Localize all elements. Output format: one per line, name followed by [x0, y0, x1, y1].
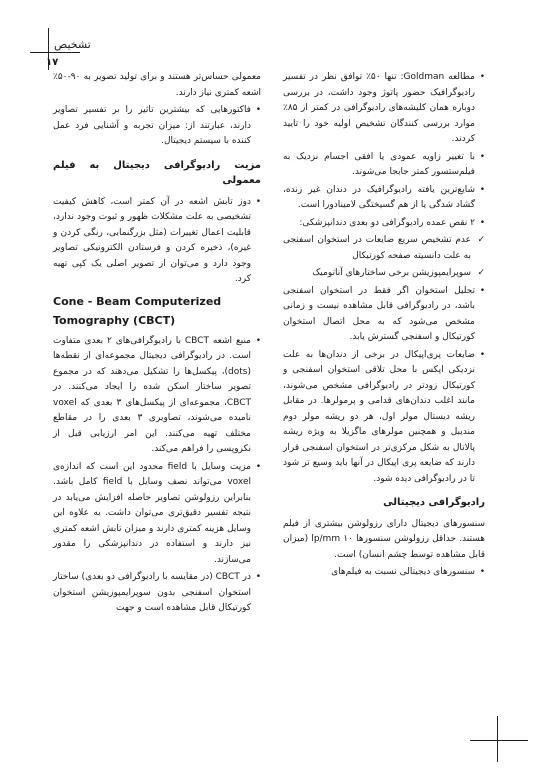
paragraph-benefits: • دوز تابش اشعه در آن کمتر است، کاهش کیفیت تشخیصی به علت مشکلات ظهور و ثبوت وجود ندارد، قابلیت اعمال تغییرات (مثل بزرگنمایی، رنگی کردن و غیره)، ذخیره کردن و فرستادن الکترونیکی تصاویر وجود دارد و می‌توان از تصویر اصلی یک کپی تهیه کرد.	[53, 195, 261, 288]
paragraph-limited-field: • مزیت وسایل با field محدود این است که اندازه‌ی voxel می‌تواند نصف وسایل با field کامل باشد. بنابراین رزولوشن تصاویر حاصله افزایش می‌یابد در نتیجه تفسیر دقیق‌تری می‌توان داشت. به علاوه این وسایل هزینه کمتری دارند و میزان تابش اشعه کمتری نیز دارند و استفاده در دندانپزشکی را مقدور می‌سازند.	[53, 460, 261, 569]
heading-digital-radiography: رادیوگرافی دیجیتالی	[383, 497, 485, 508]
header-section-title: تشخیص	[54, 38, 91, 51]
checklist-item-1: ✓ عدم تشخیص سریع ضایعات در استخوان اسفنجی به علت دانسیته صفحه کورتیکال	[283, 233, 485, 264]
paragraph-sensitivity-continued: معمولی حساس‌تر هستند و برای تولید تصویر به ۹۰-۵۰٪ اشعه کمتری نیاز دارند.	[53, 72, 261, 98]
left-column	[53, 70, 261, 619]
paragraph-bone-resorption: • تحلیل استخوان اگر فقط در استخوان اسفنجی باشد، در رادیوگرافی قابل مشاهده نیست و زمانی مشخص می‌شود که به محل اتصال استخوان کورتیکال و اسفنجی گسترش یابد.	[283, 284, 485, 346]
paragraph-goldman-study: • مطالعه Goldman: تنها ۵۰٪ توافق نظر در تفسیر رادیوگرافیک حضور پاتوژ وجود داشت، در بررسی دوباره همان کلیشه‌های رادیوگرافی در کمتر از ۸۵٪ موارد بررسی کنندگان تشخیص اولیه خود را تایید کردند.	[283, 70, 485, 148]
right-column	[283, 70, 485, 583]
paragraph-interpretation-factors: • فاکتورهایی که بیشترین تاثیر را بر تفسیر تصاویر دارند، عبارتند از: میزان تجربه و آشنایی فرد عمل کننده با سیستم دیجیتال.	[53, 103, 261, 150]
paragraph-common-finding: • شایع‌ترین یافته رادیوگرافیک در دندان غیر زنده، گشاد شدگی یا از هم گسیختگی لامینادورا است.	[283, 183, 485, 214]
paragraph-cbct-source: • منبع اشعه CBCT با رادیوگرافی‌های ۲ بعدی متفاوت است. در رادیوگرافی دیجیتال مجموعه‌ای از نقطه‌ها (dots)، پیکسل‌ها را تشکیل می‌دهند که در مجموع تصویر ساختار اسکن شده را ایجاد می‌کنند. در CBCT، مجموعه‌ای از پیکسل‌های ۳ بعدی که voxel نامیده می‌شوند، تصاویری ۳ بعدی را در مقاطع مختلف تهیه می‌کنند. این امر ارزیابی قبل از نکروپسی را فراهم می‌کند.	[53, 334, 261, 458]
paragraph-two-defects: • ۲ نقص عمده رادیوگرافی دو بعدی دندانپزشکی:	[283, 216, 485, 232]
checklist-item-2: ✓ سوپرایمپوزیشن برخی ساختارهای آناتومیک	[283, 266, 485, 282]
page-number: ۱۷	[46, 57, 59, 68]
paragraph-cbct-comparison: • در CBCT (در مقایسه با رادیوگرافی دو بعدی) ساختار استخوان اسفنجی بدون سوپرایمپوزیشن استخوان کورتیکال قابل مشاهده است و جهت	[53, 570, 261, 617]
paragraph-angle-change: • با تغییر زاویه عمودی یا افقی اجسام نزدیک به فیلم‌ستسور کمتر جابجا می‌شوند.	[283, 150, 485, 181]
crop-mark-horizontal	[470, 740, 528, 741]
heading-cbct: Cone - Beam Computerized Tomography (CBCT)	[53, 294, 222, 327]
paragraph-periapical-lesions: • ضایعات پری‌اپیکال در برخی از دندان‌ها به علت نزدیکی اپکس با محل تلاقی استخوان اسفنجی و کورتیکال زودتر در رادیوگرافی مشخص می‌شوند، مانند اغلب دندان‌های قدامی و پرمولرها. در مقابل ریشه دیستال مولر اول، هر دو ریشه مولر دوم مندیبل و همچنین مولرهای ماگزیلا به ویژه ریشه پالاتال به شکل مرکزی‌تر در استخوان اسفنجی قرار دارند که ضایعه پری اپیکال در آنها باید وسیع تر شود تا در رادیوگرافی دیده شود.	[283, 348, 485, 488]
paragraph-digital-sensors-compare: • سنسورهای دیجیتالی نسبت به فیلم‌های	[283, 565, 485, 581]
paragraph-digital-sensors: سنسورهای دیجیتال دارای رزولوشن بیشتری از فیلم هستند. حداقل رزولوشن سنسورها ۱۰ lp/mm (میزان قابل مشاهده توسط چشم انسان) است.	[283, 518, 485, 560]
crop-mark-vertical	[497, 716, 498, 762]
heading-digital-benefits: مزیت رادیوگرافی دیجیتال به فیلم معمولی	[53, 159, 261, 186]
header-horizontal-rule	[30, 52, 80, 53]
